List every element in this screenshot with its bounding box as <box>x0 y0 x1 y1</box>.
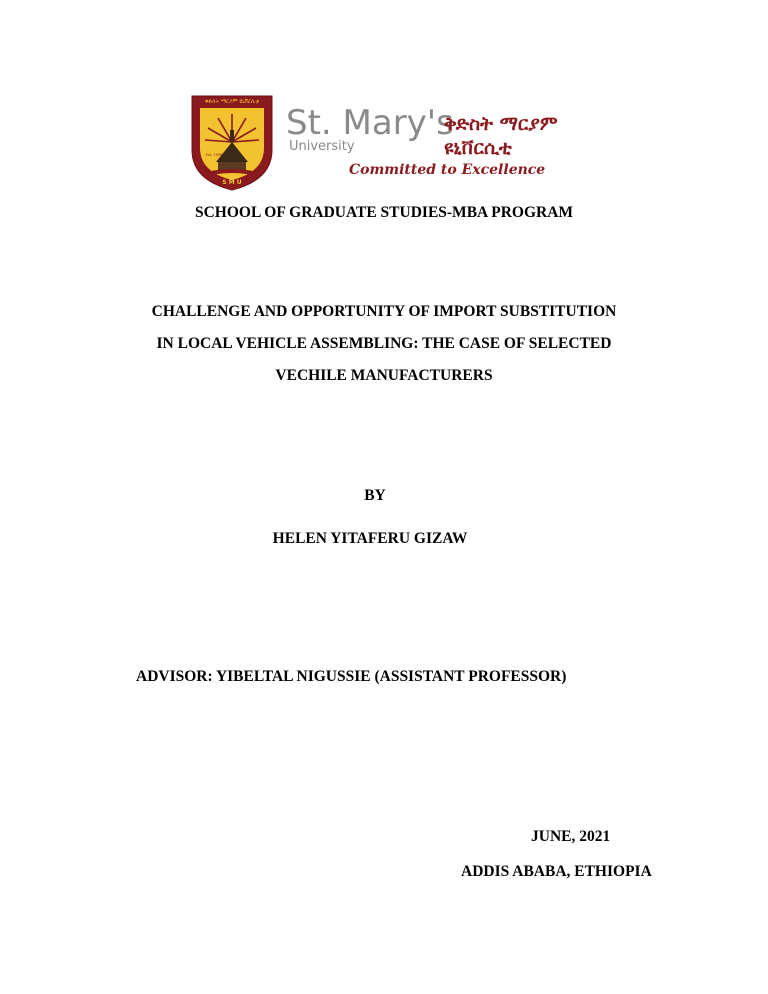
submission-date: JUNE, 2021 <box>531 828 611 845</box>
university-logo <box>186 92 616 192</box>
school-name: SCHOOL OF GRADUATE STUDIES-MBA PROGRAM <box>194 204 574 221</box>
university-name-wordmark: St. Mary's <box>286 103 454 143</box>
amharic-name-line2: ዩኒቨርሲቲ <box>444 137 512 159</box>
university-seal-icon <box>192 96 272 190</box>
logo-tagline: Committed to Excellence <box>349 162 546 178</box>
svg-text:S M U: S M U <box>222 179 242 186</box>
advisor-line: ADVISOR: YIBELTAL NIGUSSIE (ASSISTANT PROFESSOR) <box>136 668 567 685</box>
thesis-title-line-1: CHALLENGE AND OPPORTUNITY OF IMPORT SUBSTITUTION <box>151 303 617 320</box>
thesis-title-line-2: IN LOCAL VEHICLE ASSEMBLING: THE CASE OF SELECTED <box>156 335 612 352</box>
svg-text:ቅድስት ማርያም ዩኒቨርሲቲ: ቅድስት ማርያም ዩኒቨርሲቲ <box>204 99 260 105</box>
svg-text:Est. 1998: Est. 1998 <box>205 153 223 157</box>
by-label: BY <box>364 487 386 504</box>
submission-place: ADDIS ABABA, ETHIOPIA <box>461 863 652 880</box>
thesis-title-line-3: VECHILE MANUFACTURERS <box>275 367 493 384</box>
university-subtitle-wordmark: University <box>289 139 355 154</box>
amharic-name-line1: ቅድስት ማርያም <box>444 113 558 135</box>
author-name: HELEN YITAFERU GIZAW <box>272 530 468 547</box>
